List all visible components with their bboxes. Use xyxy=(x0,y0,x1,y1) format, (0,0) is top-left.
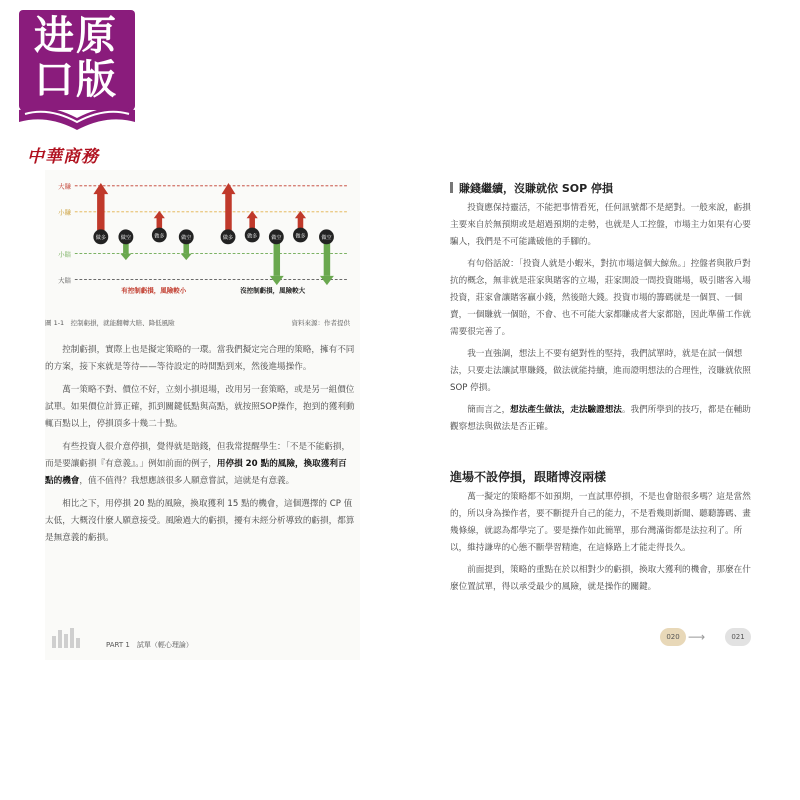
node-long-label: 做多 xyxy=(295,233,306,240)
paragraph: 萬一策略不對、價位不好，立刻小損退場，改用另一套策略，或是另一組價位試單。如果價位計算正確，抓到關鍵低點與高點，就按照SOP操作，抱到的獲利動輒百點以上，停損頂多十幾二十點。 xyxy=(45,385,355,429)
logo-line-2: 口版 xyxy=(34,57,118,103)
paragraph: 控制虧損，實際上也是擬定策略的一環。當我們擬定完合理的策略，擁有不同的方案，接下來就是等待——等待設定的時間點到來，然後進場操作。 xyxy=(45,345,355,372)
part-label: PART 1 試單（輕心理論） xyxy=(106,641,193,649)
figure-1-1 xyxy=(45,170,360,300)
paragraph: 相比之下，用停損 20 點的風險，換取獲利 15 點的機會，這個選擇的 CP 值太低，大概沒什麼人願意接受。風險過大的虧損，擾有未經分析導致的虧損，都算是無意義的虧損。 xyxy=(45,499,355,543)
page-number-left: 020 xyxy=(660,628,686,646)
label-controlled: 有控制虧損，風險較小 xyxy=(121,286,187,295)
publisher-name: 中華商務 xyxy=(27,147,99,167)
section-heading: 進場不設停損，跟賭博沒兩樣 xyxy=(450,470,607,484)
paragraph: 簡而言之，想法產生做法，走法驗證想法。我們所學到的技巧，都是在輔助觀察想法與做法是否正確。 xyxy=(450,405,751,432)
level-big-loss: 大賠 xyxy=(58,276,72,285)
arrow-up-big xyxy=(97,192,104,235)
paragraph: 前面提到，策略的重點在於以相對少的虧損，換取大獲利的機會，那麼在什麼位置試單，得以承受最少的風險，就是操作的關鍵。 xyxy=(450,565,751,592)
caption-source: 資料來源：作者提供 xyxy=(291,319,350,327)
arrow-right-icon: ⟶ xyxy=(688,630,706,644)
emphasis: 用停損 20 點的風險，換取獲利百點的機會 xyxy=(45,459,347,486)
section-2 xyxy=(450,468,755,601)
emphasis: 想法產生做法，走法驗證想法 xyxy=(510,405,622,415)
logo xyxy=(17,10,137,167)
paragraph: 有些投資人很介意停損，覺得就是賠錢，但我常提醒學生：「不是不能虧損，而是要讓虧損『有意義』。」例如前面的例子，用停損 20 點的風險，換取獲利百點的機會，值不值得？我想應該很多人願意嘗試，這就是有意義。 xyxy=(45,442,351,486)
node-long-label: 做多 xyxy=(95,235,106,242)
level-small-loss: 小賠 xyxy=(58,250,72,259)
paragraph: 萬一擬定的策略都不如預期，一直試單停損，不是也會賠很多嗎？這是當然的，所以身為操作者，要不斷提升自己的能力，不是看幾則新聞、聽聽籌碼、畫幾條線，就認為都學完了。要是操作如此簡單，那台灣滿街都是法拉利了。所以，維持謙卑的心態不斷學習精進，在這條路上才能走得長久。 xyxy=(450,492,751,553)
section-heading: 賺錢繼續，沒賺就依 SOP 停損 xyxy=(450,180,755,196)
paragraph: 我一直強調，想法上不要有絕對性的堅持，我們試單時，就是在試一個想法，只要走法讓試單賺錢，做法就能持續，進而證明想法的合理性，沒賺就依照 SOP 停損。 xyxy=(450,349,751,393)
section-1 xyxy=(450,180,755,441)
paragraph: 投資應保持靈活，不能把事情看死，任何訊號都不是絕對。一般來說，虧損主要來自於無預期或是超過預期的走勢，也就是人工控盤，市場主力如果有心要騙人，我們是不可能識破他的手腳的。 xyxy=(450,203,751,247)
node-long-label: 做多 xyxy=(247,233,258,240)
left-body xyxy=(45,342,355,553)
node-short-label: 做空 xyxy=(120,235,131,242)
footer-decoration xyxy=(52,628,82,648)
node-long-label: 做多 xyxy=(222,235,234,242)
left-page xyxy=(45,170,360,660)
node-short-label: 做空 xyxy=(271,235,282,242)
label-uncontrolled: 沒控制虧損，風險較大 xyxy=(240,286,306,295)
figure-caption xyxy=(45,318,360,327)
right-page xyxy=(450,170,755,660)
logo-text xyxy=(17,14,135,102)
node-long-label: 做多 xyxy=(154,233,165,240)
level-small-gain: 小賺 xyxy=(58,208,72,217)
node-short-label: 做空 xyxy=(181,235,192,242)
level-big-gain: 大賺 xyxy=(58,182,72,191)
node-short-label: 做空 xyxy=(321,235,332,242)
logo-line-1: 进原 xyxy=(34,13,118,59)
page-number-right: 021 xyxy=(725,628,751,646)
paragraph: 有句俗話說：「投資人就是小蝦米，對抗市場這個大鯨魚。」控盤者與散戶對抗的概念，無非就是莊家與賭客的立場，莊家開設一間投資賭場，吸引賭客入場投資，莊家會讓賭客贏小錢，然後賠大錢。投資市場的籌碼就是一個買、一個賣，一個賺就一個賠，不會、也不可能大家都賺成者大家都賠，因此準備工作就需要很完善了。 xyxy=(450,259,751,337)
caption-text: 圖 1-1 控制虧損，就能翻轉大賠、降低風險 xyxy=(45,319,175,327)
